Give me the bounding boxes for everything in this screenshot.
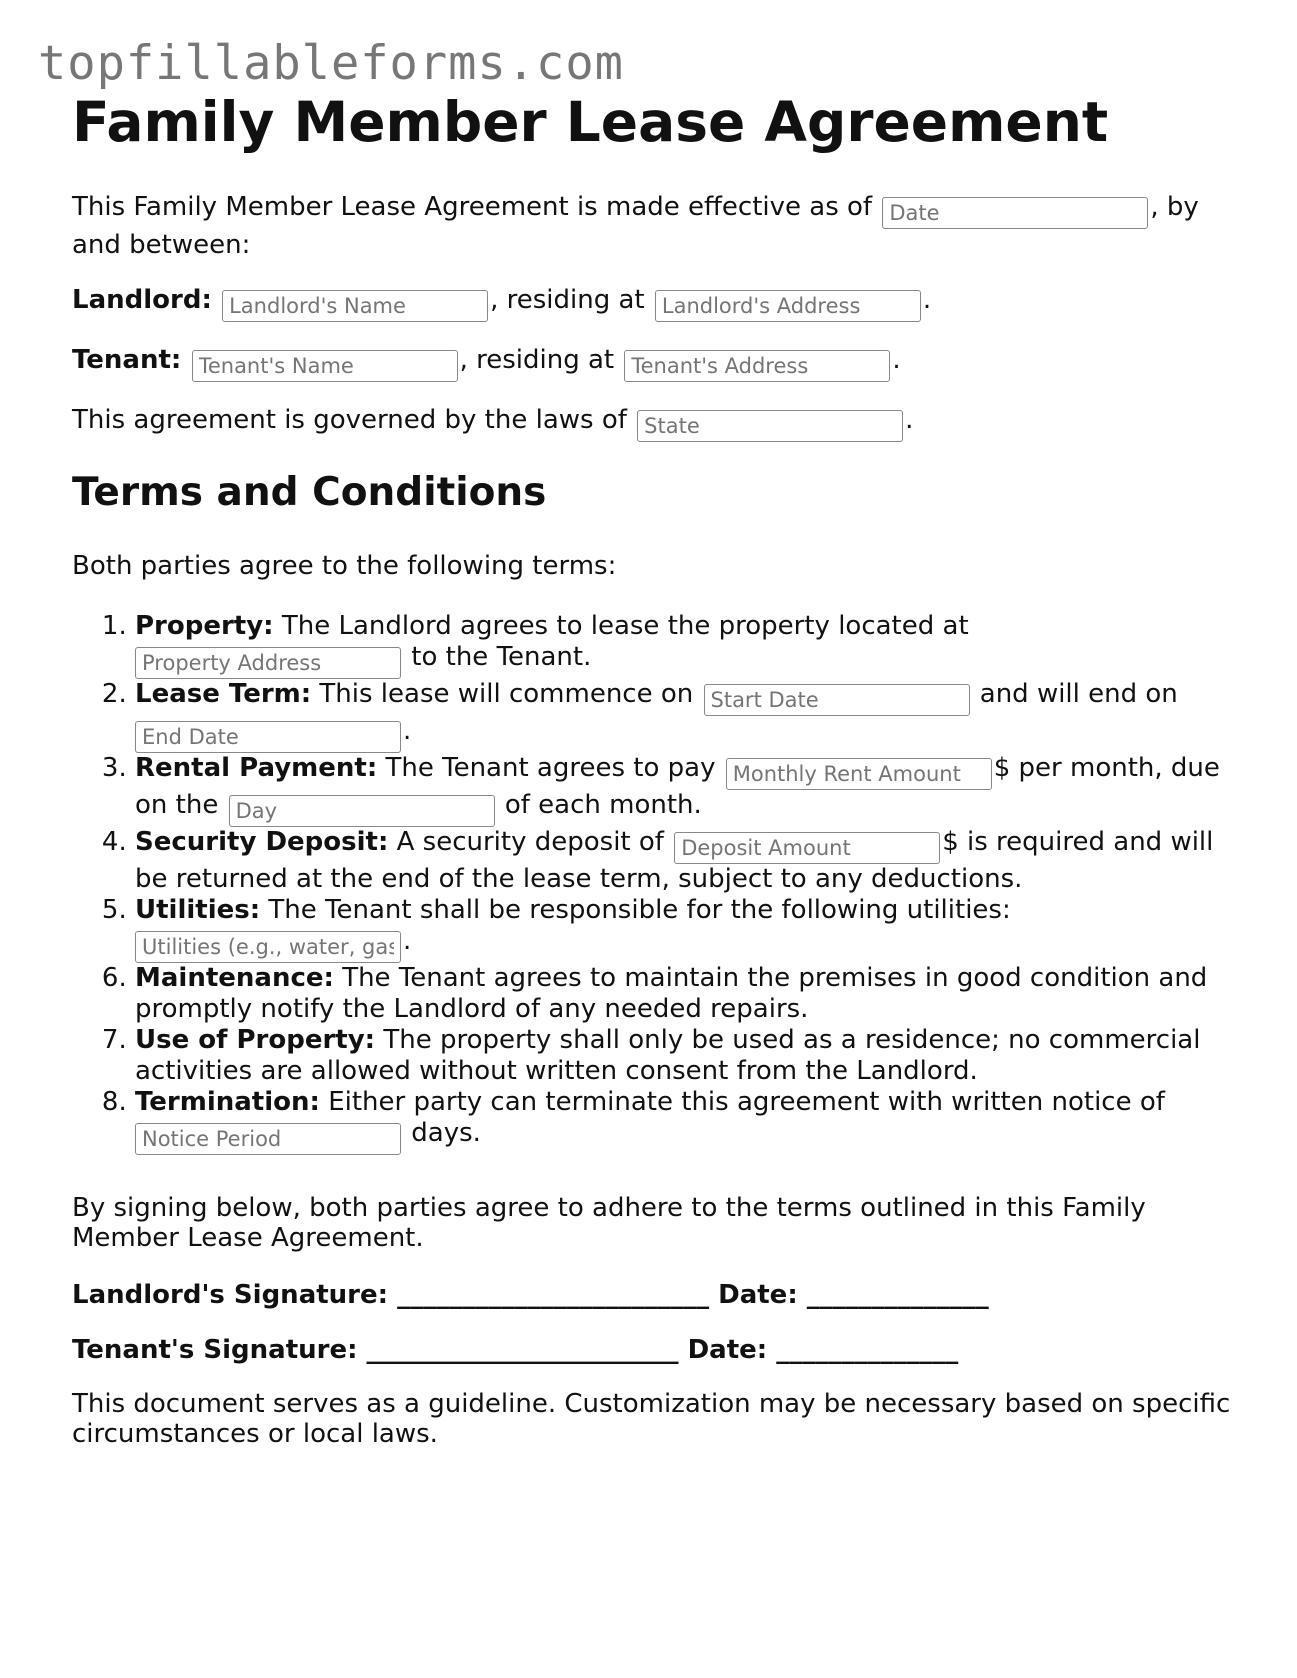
term-text: The Tenant agrees to maintain the premises in good condition and promptly notify the Landlord of any needed repairs. <box>135 963 1208 1025</box>
property-address-input[interactable] <box>135 647 401 679</box>
term-utilities <box>135 895 1232 963</box>
tenant-end-period: . <box>892 344 901 375</box>
landlord-name-input[interactable] <box>222 290 488 322</box>
watermark-site-name: topfillableforms.com <box>38 36 624 91</box>
term-label: Termination: <box>135 1087 320 1118</box>
term-text: days. <box>411 1118 481 1149</box>
term-text: The Tenant agrees to pay <box>385 753 716 784</box>
landlord-residing-text: , residing at <box>490 284 645 315</box>
tenant-line <box>72 344 1232 382</box>
term-label: Use of Property: <box>135 1025 376 1056</box>
due-day-input[interactable] <box>229 795 495 827</box>
terms-intro: Both parties agree to the following terms: <box>72 551 617 582</box>
deposit-amount-input[interactable] <box>674 832 940 864</box>
landlord-signature-line: Landlord's Signature: ________________________ Date: ______________ <box>72 1280 989 1311</box>
governing-law-line <box>72 404 1232 442</box>
tenant-residing-text: , residing at <box>459 344 615 375</box>
term-text: The Landlord agrees to lease the property located at <box>281 611 969 642</box>
term-text: . <box>403 716 412 747</box>
intro-text: This Family Member Lease Agreement is made effective as of <box>72 191 873 222</box>
notice-period-input[interactable] <box>135 1123 401 1155</box>
term-text: Either party can terminate this agreement with written notice of <box>328 1087 1165 1118</box>
landlord-line <box>72 284 1232 322</box>
term-property <box>135 611 1232 679</box>
term-maintenance <box>135 963 1232 1025</box>
term-termination <box>135 1087 1232 1155</box>
term-text: to the Tenant. <box>411 642 592 673</box>
term-label: Property: <box>135 611 274 642</box>
closing-paragraph: By signing below, both parties agree to adhere to the terms outlined in this Family Member Lease Agreement. <box>72 1193 1146 1254</box>
term-label: Maintenance: <box>135 963 334 994</box>
term-text: $ per month, due on the <box>135 753 1220 821</box>
term-text: . <box>403 926 412 957</box>
tenant-label: Tenant: <box>72 344 182 375</box>
effective-date-input[interactable] <box>882 197 1148 229</box>
intro-paragraph <box>72 191 1232 262</box>
disclaimer: This document serves as a guideline. Customization may be necessary based on specific circumstances or local laws. <box>72 1389 1231 1450</box>
utilities-input[interactable] <box>135 931 401 963</box>
term-text: and will end on <box>979 679 1178 710</box>
term-use-of-property <box>135 1025 1232 1087</box>
term-label: Utilities: <box>135 895 261 926</box>
term-text: The property shall only be used as a residence; no commercial activities are allowed without written consent from the Landlord. <box>135 1025 1201 1087</box>
tenant-address-input[interactable] <box>624 350 890 382</box>
term-security-deposit <box>135 827 1232 895</box>
page-title: Family Member Lease Agreement <box>72 90 1109 154</box>
term-text: of each month. <box>504 790 702 821</box>
terms-heading: Terms and Conditions <box>72 469 547 515</box>
term-lease-term <box>135 679 1232 753</box>
lease-document <box>72 92 1232 1449</box>
governing-law-text: This agreement is governed by the laws of <box>72 404 627 435</box>
start-date-input[interactable] <box>704 684 970 716</box>
governing-law-end: . <box>905 404 914 435</box>
term-text: A security deposit of <box>396 827 664 858</box>
term-text: The Tenant shall be responsible for the following utilities: <box>268 895 1011 926</box>
intro-text-after: , by and between: <box>72 191 1199 260</box>
landlord-label: Landlord: <box>72 284 212 315</box>
term-label: Rental Payment: <box>135 753 378 784</box>
tenant-signature-line: Tenant's Signature: ________________________ Date: ______________ <box>72 1335 959 1366</box>
tenant-name-input[interactable] <box>192 350 458 382</box>
end-date-input[interactable] <box>135 721 401 753</box>
terms-list <box>72 611 1232 1155</box>
landlord-address-input[interactable] <box>655 290 921 322</box>
term-rental-payment <box>135 753 1232 827</box>
landlord-end-period: . <box>922 284 932 315</box>
term-text: This lease will commence on <box>319 679 694 710</box>
state-input[interactable] <box>637 410 903 442</box>
term-label: Security Deposit: <box>135 827 389 858</box>
term-text: $ is required and will be returned at the end of the lease term, subject to any deductions. <box>135 827 1214 895</box>
term-label: Lease Term: <box>135 679 312 710</box>
monthly-rent-input[interactable] <box>726 758 992 790</box>
